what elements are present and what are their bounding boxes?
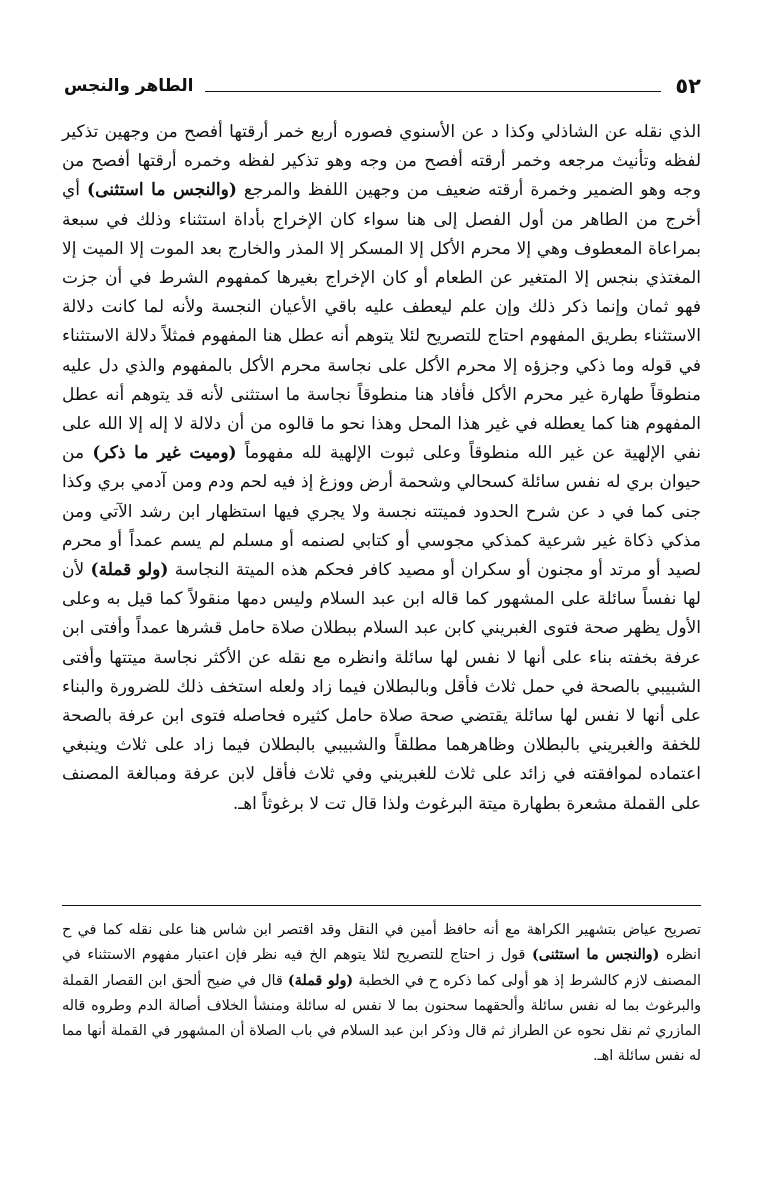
main-text-segment: أي أخرج من الطاهر من أول الفصل إلى هنا سواء كان الإخراج بأداة استثناء وذلك في سبعة بمراعاة المعطوف وهي إلا محرم الأكل إلا المسكر إلا المذر والخارج بعد الموت إلا الميت إلا المغتذي بنجس إلا المتغير عن الطعام أو كان الإخراج بغيرها كمفهوم الشرط في أن جزت فهو ثمان وإنما ذكر ذلك وإن علم ليعطف عليه باقي الأعيان النجسة ولأنه لما كانت دلالة الاستثناء بطريق المفهوم احتاج للتصريح لئلا يتوهم أنه عطل هنا المفهوم فمثلاً دلالة الاستثناء في قوله وما ذكي وجزؤه إلا محرم الأكل على نجاسة محرم الأكل بالمفهوم والذي دل عليه منطوقاً طهارة غير محرم الأكل فأفاد هنا منطوقاً نجاسة ما استثنى لأنه قد يتوهم أنه عطل المفهوم هنا كما يعطله في غير هذا المحل وهذا نحو ما قالوه من أن دلالة لا إله إلا الله على نفي الإلهية عن غير الله منطوقاً وعلى ثبوت الإلهية لله مفهوماً — [62, 180, 702, 464]
page-number: ٥٢ — [675, 74, 701, 98]
bold-quote-lemma: (والنجس ما استثنى) — [87, 180, 237, 201]
footnote-segment: قال في ضيح ألحق ابن القصار القملة والبرغوث بما له نفس سائلة وألحقهما سحنون بما لا نفس له سائلة ومنشأ الخلاف أصالة الدم وطروه قاله المازري ثم نقل نحوه عن الطراز ثم قال وذكر ابن عبد السلام في باب الصلاة أن المشهور في القملة أنها مما له نفس سائلة اهـ. — [62, 972, 701, 1065]
footnote-segment: تصريح عياض بتشهير الكراهة مع أنه حافظ أمين في النقل وقد اقتصر ابن شاس هنا على نقله كما في ح انظره — [62, 922, 701, 964]
footnote-text — [62, 918, 701, 1070]
bold-quote-lemma: (ولو قملة) — [287, 972, 354, 989]
footnote-segment: قول ز احتاج للتصريح لئلا يتوهم الخ فيه نظر فإن اعتبار مفهوم الاستثناء في المصنف لازم كالشرط إذ هو أولى كما ذكره ح في الخطبة — [62, 947, 701, 989]
main-text-segment: الذي نقله عن الشاذلي وكذا د عن الأسنوي فصوره أربع خمر أرقتها أفصح من وجهين تذكير لفظه وتأنيث مرجعه وخمر أرقته أفصح من وجه وهو تذكير لفظه وخمره أرقتها أفصح من وجه وهو الضمير وخمرة أرقته ضعيف من وجهين اللفظ والمرجع — [62, 122, 701, 201]
bold-quote-lemma: (والنجس ما استثنى) — [531, 947, 660, 964]
header-rule — [205, 91, 661, 92]
main-text-segment: من حيوان بري له نفس سائلة كسحالي وشحمة أرض ووزغ إذ فيه لحم ودم ومن آدمي بري وكذا جنى كما في د عن شرح الحدود فميتته نجسة ولا يجري فيها استظهار ابن رشد الآتي ومن مذكي ذكاة غير شرعية كمذكي مجوسي أو كتابي لصنمه أو مسلم لم يسم عمداً أو محرم لصيد أو مرتد أو مجنون أو سكران أو مصيد كافر فحكم هذه الميتة النجاسة — [62, 443, 701, 581]
running-title: الطاهر والنجس — [64, 76, 194, 96]
bold-quote-lemma: (وميت غير ما ذكر) — [92, 443, 237, 464]
footnote-separator — [62, 905, 701, 906]
main-commentary-text — [62, 118, 701, 819]
page-header — [64, 68, 701, 98]
bold-quote-lemma: (ولو قملة) — [90, 560, 169, 581]
main-text-segment: لأن لها نفساً سائلة على المشهور كما قاله ابن عبد السلام وليس دمها منقولاً كما قيل به وعلى الأول يظهر صحة فتوى الغبريني كابن عبد السلام ببطلان صلاة حامل قشرها عمداً وأفتى ابن عرفة بخفته بناء على أنها لا نفس لها سائلة وانظره مع نقله عن الأكثر نجاسة ميتتها وأفتى الشبيبي بالصحة في حمل ثلاث فأقل وبالبطلان فيما زاد ولعله استخف ذلك للضرورة والبناء على أنها لا نفس لها سائلة يقتضي صحة صلاة حامل كثيره فحاصله فتوى ابن عرفة بالصحة للخفة والغبريني بالبطلان وظاهرهما مطلقاً والشبيبي بالبطلان فيما زاد على ثلاث وينبغي اعتماده لموافقته في زائد على ثلاث للغبريني وفي ثلاث فأقل لابن عرفة ومبالغة المصنف على القملة مشعرة بطهارة ميتة البرغوث ولذا قال تت لا برغوثاً اهـ. — [62, 560, 701, 814]
